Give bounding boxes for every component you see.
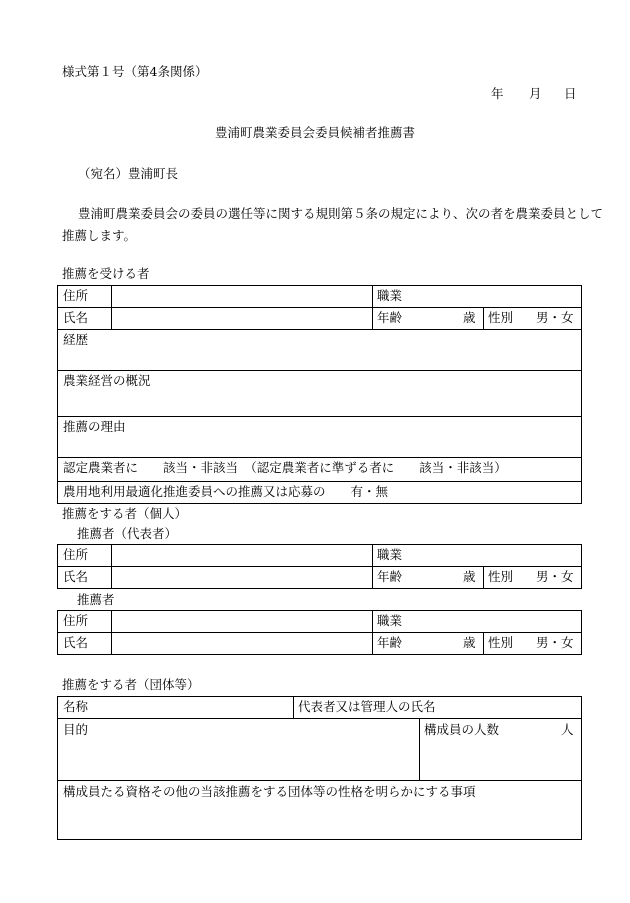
nominee-sex-options: 男・女 bbox=[536, 310, 574, 325]
nominee-age-unit: 歳 bbox=[463, 310, 476, 325]
rep-name-label: 氏名 bbox=[63, 569, 89, 584]
document-title: 豊浦町農業委員会委員候補者推薦書 bbox=[214, 125, 415, 140]
nominee-address-label: 住所 bbox=[63, 288, 89, 303]
body-text-line2: 推薦します。 bbox=[62, 228, 137, 243]
rep-occupation-label: 職業 bbox=[377, 547, 403, 562]
rep-sex-label: 性別 bbox=[488, 569, 514, 584]
group-qualification-label: 構成員たる資格その他の当該推薦をする団体等の性格を明らかにする事項 bbox=[63, 784, 476, 799]
other-address-label: 住所 bbox=[63, 613, 89, 628]
nominee-history-label: 経歴 bbox=[63, 332, 89, 347]
recommender-rep-heading: 推薦者（代表者） bbox=[77, 526, 178, 541]
nominee-sex-label: 性別 bbox=[488, 310, 514, 325]
nominee-certified-line: 認定農業者に 該当・非該当 （認定農業者に準ずる者に 該当・非該当） bbox=[63, 460, 507, 475]
other-age-unit: 歳 bbox=[463, 635, 476, 650]
nominee-farmland-line: 農用地利用最適化推進委員への推薦又は応募の 有・無 bbox=[63, 484, 389, 499]
other-sex-options: 男・女 bbox=[536, 635, 574, 650]
rep-age-unit: 歳 bbox=[463, 569, 476, 584]
other-occupation-label: 職業 bbox=[377, 613, 403, 628]
date-day: 日 bbox=[564, 86, 577, 101]
rep-address-label: 住所 bbox=[63, 547, 89, 562]
nominee-farming-label: 農業経営の概況 bbox=[63, 373, 151, 388]
date-month: 月 bbox=[529, 86, 542, 101]
nominee-heading: 推薦を受ける者 bbox=[62, 266, 150, 281]
nominee-name-label: 氏名 bbox=[63, 310, 89, 325]
other-age-label: 年齢 bbox=[377, 635, 403, 650]
body-text-line1: 豊浦町農業委員会の委員の選任等に関する規則第５条の規定により、次の者を農業委員として bbox=[78, 206, 604, 221]
other-sex-label: 性別 bbox=[488, 635, 514, 650]
group-members-label: 構成員の人数 bbox=[424, 722, 500, 737]
other-name-label: 氏名 bbox=[63, 635, 89, 650]
group-rep-label: 代表者又は管理人の氏名 bbox=[298, 699, 436, 714]
addressee: （宛名）豊浦町長 bbox=[78, 166, 179, 181]
rep-age-label: 年齢 bbox=[377, 569, 403, 584]
group-name-label: 名称 bbox=[63, 699, 89, 714]
nominee-occupation-label: 職業 bbox=[377, 288, 403, 303]
nominee-reason-label: 推薦の理由 bbox=[63, 419, 126, 434]
form-number: 様式第１号（第4条関係） bbox=[62, 64, 208, 79]
recommender-group-heading: 推薦をする者（団体等） bbox=[62, 677, 200, 692]
group-purpose-label: 目的 bbox=[63, 722, 89, 737]
recommender-individual-heading: 推薦をする者（個人） bbox=[62, 506, 188, 521]
rep-sex-options: 男・女 bbox=[536, 569, 574, 584]
nominee-age-label: 年齢 bbox=[377, 310, 403, 325]
date-year: 年 bbox=[491, 86, 504, 101]
recommender-other-heading: 推薦者 bbox=[77, 592, 115, 607]
group-members-unit: 人 bbox=[561, 722, 574, 737]
